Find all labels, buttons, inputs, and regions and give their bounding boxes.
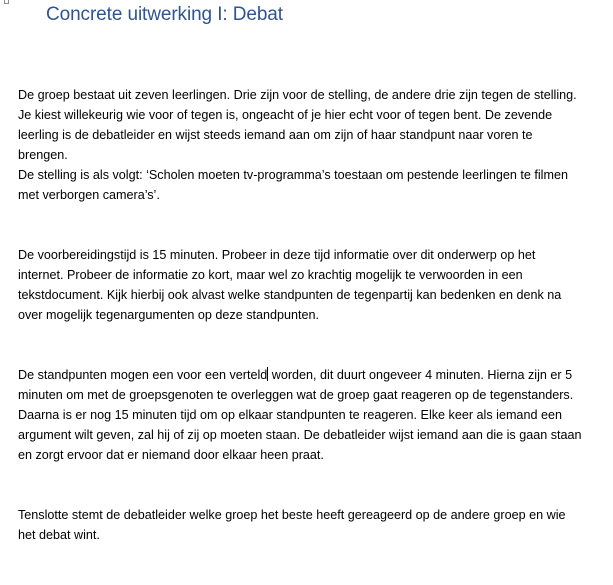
document-body[interactable] xyxy=(18,65,608,585)
paragraph-standpunten-part2: worden, dit duurt ongeveer 4 minuten. Hierna zijn er 5 minuten om met de groepsgenoten te overleggen wat de groep gaat reageren op de tegenstanders. Daarna is er nog 15 minuten tijd om op elkaar standpunten te reageren. Elke keer als iemand een argument wilt geven, zal hij of zij op moeten staan. De debatleider wijst iemand aan die is gaan staan en zorgt ervoor dat er niemand door elkaar heen praat. xyxy=(18,368,582,462)
paragraph-standpunten-part1: De standpunten mogen een voor een verteld xyxy=(18,368,268,382)
paragraph-voorbereiding: De voorbereidingstijd is 15 minuten. Probeer in deze tijd informatie over dit onderwerp op het internet. Probeer de informatie zo kort, maar wel zo krachtig mogelijk te verwoorden in een tekstdocument. Kijk hierbij ook alvast welke standpunten de tegenpartij kan bedenken en denk na over mogelijk tegenargumenten op deze standpunten. xyxy=(18,248,562,322)
heading-collapse-marker[interactable] xyxy=(4,0,9,4)
document-heading: Concrete uitwerking I: Debat xyxy=(46,4,283,25)
paragraph-standpunten xyxy=(18,365,608,465)
paragraph-groep: De groep bestaat uit zeven leerlingen. Drie zijn voor de stelling, de andere drie zijn tegen de stelling. Je kiest willekeurig wie voor of tegen is, ongeacht of je hier echt voor of tegen bent. De zevende leerling is de debatleider en wijst steeds iemand aan om zijn of haar standpunt naar voren te brengen. De stelling is als volgt: ‘Scholen moeten tv-programma’s toestaan om pestende leerlingen te filmen met verborgen camera’s’. xyxy=(18,88,577,202)
paragraph-tenslotte: Tenslotte stemt de debatleider welke groep het beste heeft gereageerd op de andere groep en wie het debat wint. xyxy=(18,508,566,542)
